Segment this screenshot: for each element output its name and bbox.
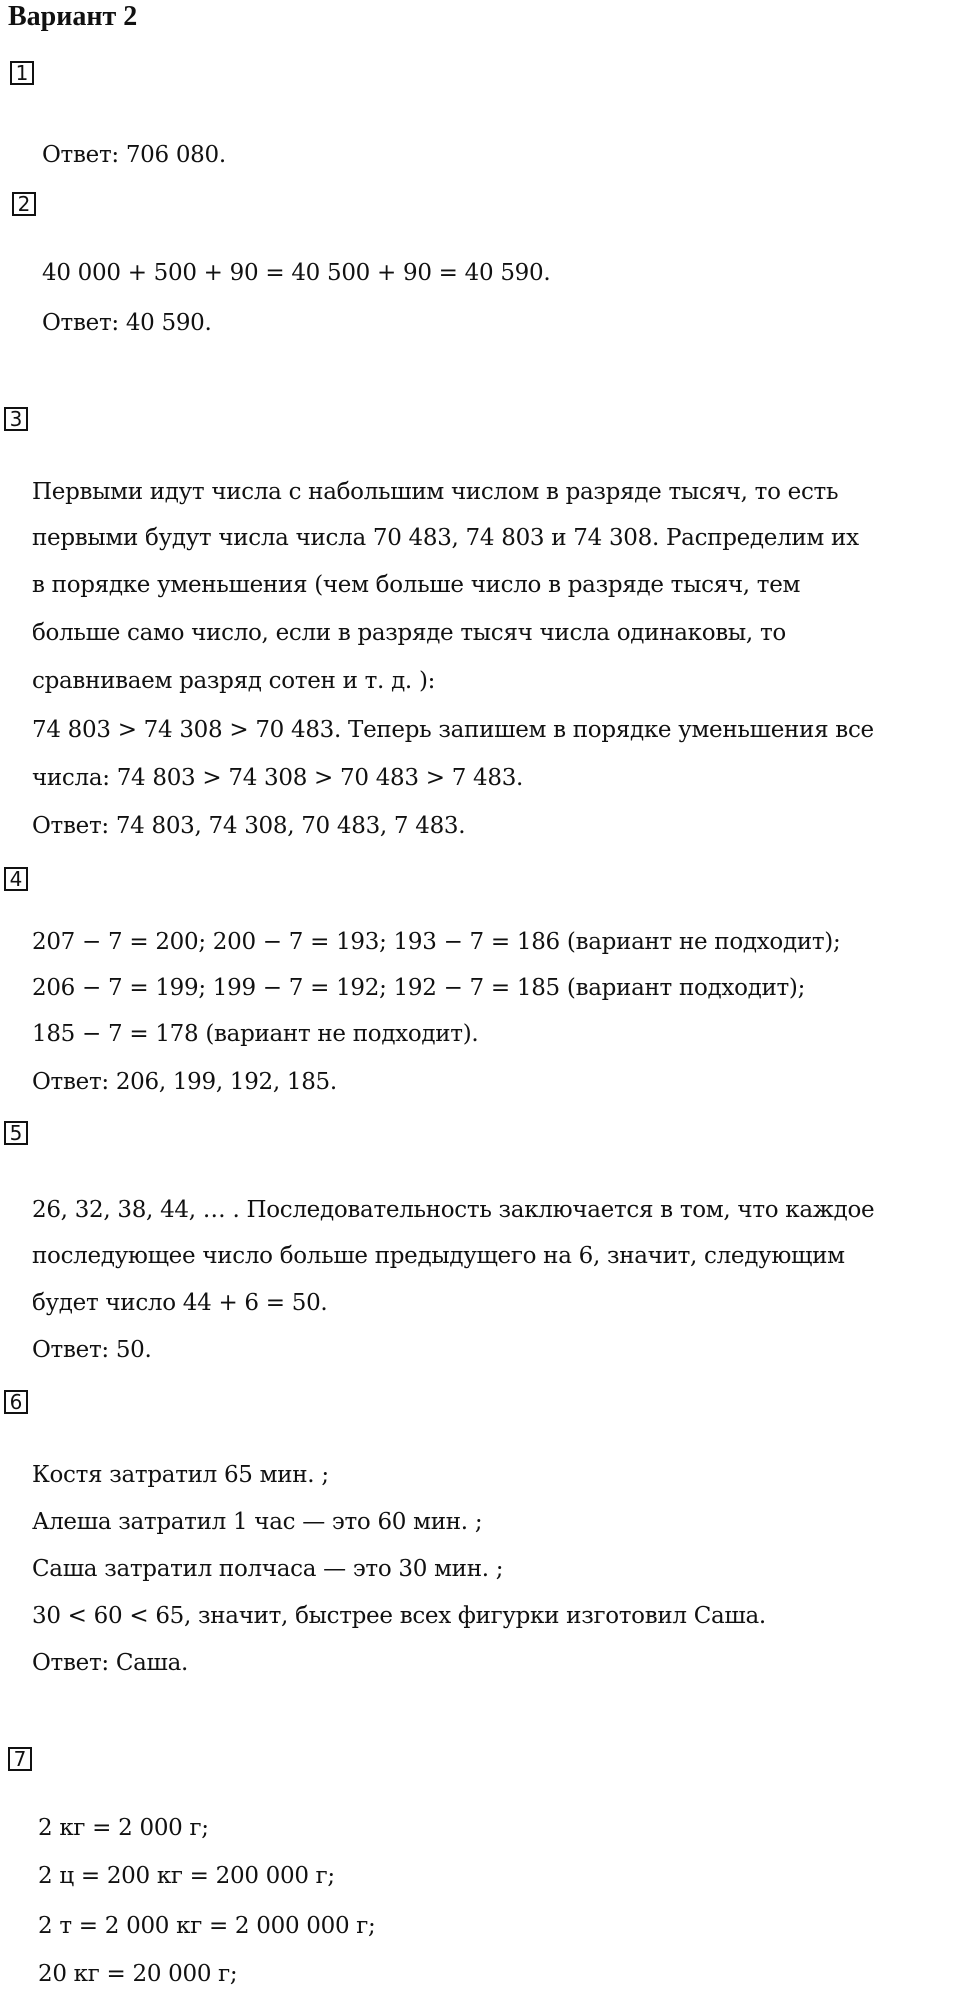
task-6-line-4: 30 < 60 < 65, значит, быстрее всех фигурки изготовил Саша. [32,1603,766,1629]
task-3-line-3: в порядке уменьшения (чем больше число в разряде тысяч, тем [32,572,801,598]
task-6-line-1: Костя затратил 65 мин. ; [32,1462,329,1488]
task-3-line-4: больше само число, если в разряде тысяч числа одинаковы, то [32,620,786,646]
task-3-line-6: 74 803 > 74 308 > 70 483. Теперь запишем в порядке уменьшения все [32,717,874,743]
task-6-line-5: Ответ: Саша. [32,1650,189,1676]
task-5-line-4: Ответ: 50. [32,1337,152,1363]
task-3-line-2: первыми будут числа числа 70 483, 74 803 и 74 308. Распределим их [32,525,859,551]
task-2-line-1: 40 000 + 500 + 90 = 40 500 + 90 = 40 590. [42,260,551,286]
page-title: Вариант 2 [8,1,138,32]
task-4-line-1: 207 − 7 = 200; 200 − 7 = 193; 193 − 7 = 186 (вариант не подходит); [32,929,841,955]
task-number-6: 6 [4,1390,28,1414]
task-6-line-2: Алеша затратил 1 час — это 60 мин. ; [32,1509,483,1535]
task-number-7: 7 [8,1747,32,1771]
task-7-line-1: 2 кг = 2 000 г; [38,1815,209,1841]
task-5-line-1: 26, 32, 38, 44, … . Последовательность заключается в том, что каждое [32,1197,875,1223]
task-4-line-3: 185 − 7 = 178 (вариант не подходит). [32,1021,479,1047]
task-1-line-1: Ответ: 706 080. [42,142,226,168]
task-number-1: 1 [10,61,34,85]
task-4-line-4: Ответ: 206, 199, 192, 185. [32,1069,337,1095]
task-3-line-1: Первыми идут числа с набольшим числом в разряде тысяч, то есть [32,479,839,505]
task-number-5: 5 [4,1121,28,1145]
task-6-line-3: Саша затратил полчаса — это 30 мин. ; [32,1556,504,1582]
task-number-2: 2 [12,192,36,216]
task-7-line-2: 2 ц = 200 кг = 200 000 г; [38,1863,335,1889]
task-2-line-2: Ответ: 40 590. [42,310,212,336]
task-5-line-2: последующее число больше предыдущего на 6, значит, следующим [32,1243,845,1269]
task-5-line-3: будет число 44 + 6 = 50. [32,1290,328,1316]
task-number-3: 3 [4,407,28,431]
task-3-line-5: сравниваем разряд сотен и т. д. ): [32,668,436,694]
task-7-line-3: 2 т = 2 000 кг = 2 000 000 г; [38,1913,376,1939]
task-4-line-2: 206 − 7 = 199; 199 − 7 = 192; 192 − 7 = 185 (вариант подходит); [32,975,806,1001]
task-number-4: 4 [4,867,28,891]
task-3-line-7: числа: 74 803 > 74 308 > 70 483 > 7 483. [32,765,524,791]
task-3-line-8: Ответ: 74 803, 74 308, 70 483, 7 483. [32,813,466,839]
task-7-line-4: 20 кг = 20 000 г; [38,1961,238,1987]
